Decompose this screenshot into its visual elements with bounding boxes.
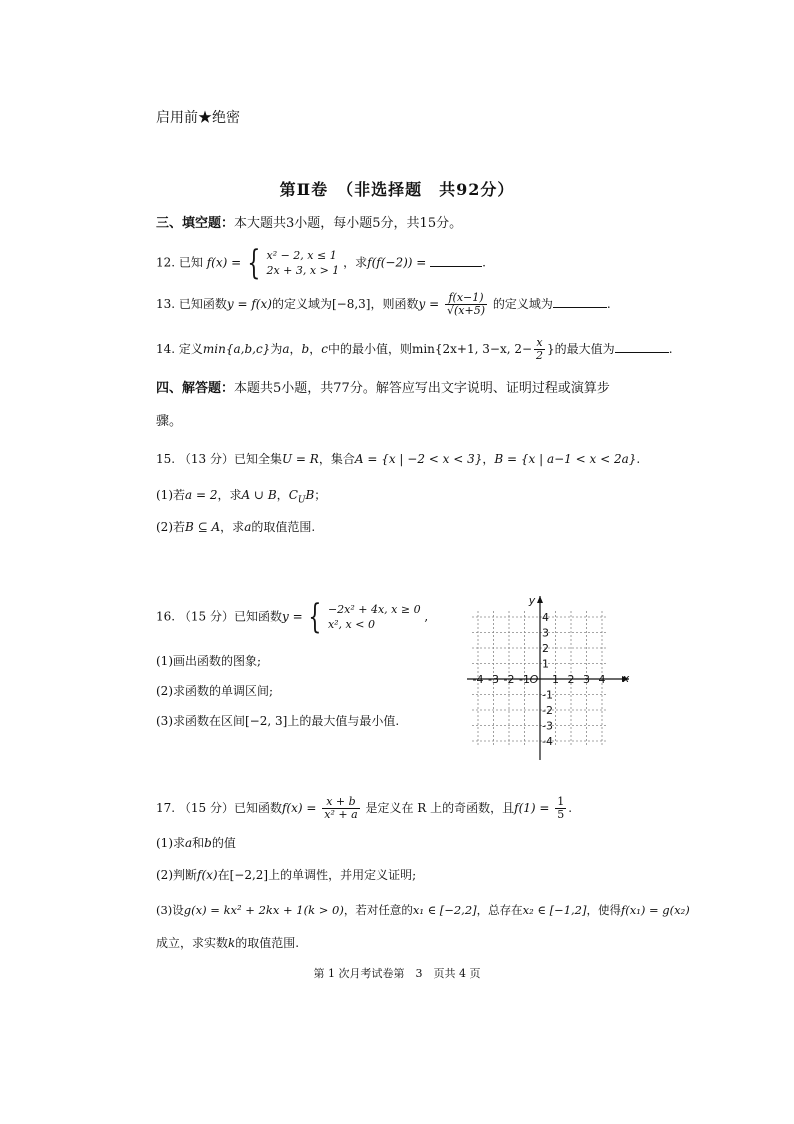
- q14-text4: 的最大值为: [554, 342, 615, 356]
- q15-text1: ，集合: [318, 452, 355, 466]
- q17-f1-numerator: 1: [557, 795, 565, 808]
- q12-prefix: 12. 已知: [156, 255, 203, 270]
- q13-y: y =: [418, 297, 440, 311]
- q12-text: ，求: [343, 255, 368, 270]
- section-description: 本大题共3小题，每小题5分，共15分。: [234, 216, 463, 231]
- y-tick-label: 2: [542, 642, 549, 655]
- q15-p1-sub: U: [297, 495, 306, 506]
- q15-p1-union: A ∪ B: [241, 488, 277, 502]
- q17-fraction: [322, 796, 359, 821]
- answer-blank-14[interactable]: [615, 341, 669, 353]
- q17-denominator: x² + a: [324, 808, 358, 821]
- q16-y: y =: [281, 609, 303, 624]
- q16-part1: (1)画出函数的图象;: [156, 654, 262, 668]
- q17-p2-fx: f(x): [197, 868, 218, 882]
- q17-p1-text2: 和: [192, 836, 205, 850]
- q15-part2: [156, 518, 315, 535]
- q16-end: ,: [424, 609, 429, 624]
- q17-p3-text2: ，若对任意的: [343, 903, 413, 917]
- q13-domain: [−8,3]: [331, 297, 371, 311]
- section-fill-in: [156, 212, 462, 231]
- q15-universal-set: U = R: [281, 452, 319, 466]
- q15-p1-b: B: [305, 488, 315, 502]
- q15-p1-text: ，求: [217, 488, 242, 502]
- q14-close: }: [547, 342, 555, 356]
- q17-p3-equation: f(x₁) = g(x₂): [620, 903, 690, 917]
- q14-expression: min{2x+1, 3−x, 2−: [411, 342, 533, 356]
- q13-end: .: [606, 297, 611, 311]
- y-tick-label: -4: [542, 735, 553, 748]
- q14-text2: ，: [309, 342, 322, 356]
- q17-fx: f(x) =: [281, 801, 317, 815]
- q15-set-a: A = {x | −2 < x < 3}: [354, 452, 483, 466]
- answer-blank-12[interactable]: [430, 255, 482, 267]
- q15-end: .: [636, 452, 641, 466]
- q16-p3-interval: [−2, 3]: [245, 714, 288, 728]
- y-tick-label: 4: [542, 611, 549, 624]
- q16-prefix: 16. （15 分）已知函数: [156, 609, 282, 624]
- q14-text3: 中的最小值，则: [327, 342, 412, 356]
- q14-min-def: min{a,b,c}: [202, 342, 271, 356]
- question-16: [156, 597, 429, 637]
- q17-p3-text6: 的取值范围.: [235, 936, 300, 950]
- q15-part1: [156, 486, 326, 505]
- page-footer: 第 1 次月考试卷第 3 页共 4 页: [313, 967, 481, 980]
- x-tick-label: 3: [583, 673, 590, 686]
- y-axis-label: y: [528, 594, 536, 607]
- q16-p3-text2: 上的最大值与最小值.: [287, 714, 400, 728]
- q15-p1-complement: C: [288, 488, 298, 502]
- q17-p3-text3: ，总存在: [476, 903, 523, 917]
- q17-p1-text1: (1)求: [156, 836, 185, 850]
- q17-f1-fraction: [555, 796, 566, 821]
- q16-part2: (2)求函数的单调区间;: [156, 684, 274, 698]
- q13-text3: 的定义域为: [492, 297, 553, 311]
- q16-case1: −2x² + 4x, x ≥ 0: [327, 603, 421, 616]
- q16-piecewise: [328, 602, 421, 632]
- q15-p1-sep: ，: [276, 488, 289, 502]
- q17-f1: f(1) =: [514, 801, 550, 815]
- section-heading: 三、填空题：: [156, 216, 235, 231]
- q13-function: y = f(x): [226, 297, 272, 311]
- y-tick-label: -3: [542, 719, 553, 733]
- x-axis-label: x: [622, 672, 630, 685]
- q14-b: b: [301, 342, 310, 356]
- question-12: [156, 243, 486, 283]
- q13-text1: 的定义域为: [271, 297, 332, 311]
- q15-p2-a: a: [244, 520, 252, 534]
- q15-p1-cond: a = 2: [185, 488, 218, 502]
- q12-case1: x² − 2, x ≤ 1: [266, 249, 337, 262]
- q17-p3-g: g(x) = kx² + 2kx + 1(k > 0): [183, 903, 344, 917]
- q14-prefix: 14. 定义: [156, 342, 203, 356]
- q17-p2-text3: 上的单调性，并用定义证明;: [268, 868, 417, 882]
- q14-end: .: [668, 342, 673, 356]
- q13-prefix: 13. 已知函数: [156, 297, 227, 311]
- q16-case2: x², x < 0: [327, 618, 375, 631]
- q17-end: .: [568, 801, 573, 815]
- q17-p3-text4: ，使得: [586, 903, 621, 917]
- q17-p3-x2: x₂ ∈ [−1,2]: [522, 903, 587, 917]
- q17-p3-x1: x₁ ∈ [−2,2]: [412, 903, 477, 917]
- x-tick-label: -4: [472, 673, 484, 686]
- x-tick-label: -3: [488, 673, 499, 686]
- q15-sep: ，: [482, 452, 495, 466]
- q12-piecewise: [266, 248, 339, 278]
- q17-part1: [156, 834, 236, 851]
- confidential-header: 启用前★绝密: [156, 110, 240, 126]
- x-tick-label: 2: [567, 673, 575, 686]
- q17-text1: 是定义在 R 上的奇函数，且: [365, 801, 515, 815]
- q12-case2: 2x + 3, x > 1: [266, 264, 340, 277]
- q15-p2-label: (2)若: [156, 520, 185, 534]
- q17-f1-denominator: 5: [557, 808, 565, 821]
- q13-numerator: f(x−1): [445, 292, 487, 305]
- q17-p1-b: b: [204, 836, 212, 850]
- y-tick-label: -2: [542, 704, 553, 717]
- q17-p3-k: k: [228, 936, 236, 950]
- q15-p2-text: ，求: [220, 520, 245, 534]
- q13-denominator: √(x+5): [446, 304, 485, 317]
- y-axis-arrow: [537, 596, 543, 603]
- q15-prefix: 15. （13 分）已知全集: [156, 452, 282, 466]
- part-title: 第Ⅱ卷 （非选择题 共92分）: [279, 180, 515, 199]
- section-description: 本题共5小题，共77分。解答应写出文字说明、证明过程或演算步: [234, 381, 610, 396]
- question-13: [156, 292, 611, 317]
- q17-part3-cont: [156, 934, 299, 951]
- q15-p2-end: 的取值范围.: [251, 520, 316, 534]
- q15-p2-cond: B ⊆ A: [185, 520, 221, 534]
- q17-p3-text1: (3)设: [156, 903, 184, 917]
- q17-part2: [156, 866, 416, 883]
- left-brace: {: [308, 597, 322, 637]
- q16-p3-text1: (3)求函数在区间: [156, 714, 245, 728]
- section-heading: 四、解答题：: [156, 381, 235, 396]
- coordinate-grid[interactable]: [465, 592, 635, 762]
- q16-part3: [156, 712, 399, 729]
- q13-text2: ，则函数: [370, 297, 419, 311]
- x-tick-label: -2: [503, 673, 515, 686]
- answer-blank-13[interactable]: [553, 296, 607, 308]
- left-brace: {: [247, 243, 261, 283]
- section-description-cont: 骤。: [156, 414, 183, 429]
- x-tick-label: 1: [552, 673, 559, 686]
- q12-end: .: [482, 255, 486, 270]
- question-14: [156, 337, 673, 362]
- q12-function: f(x) =: [206, 255, 242, 270]
- q14-text1: 为: [270, 342, 283, 356]
- q14-a: a: [282, 342, 290, 356]
- q14-sep: ，: [289, 342, 302, 356]
- q14-denominator: 2: [536, 349, 544, 362]
- question-17: [156, 796, 572, 821]
- q13-fraction: [445, 292, 487, 317]
- q12-ask: f(f(−2)) =: [367, 255, 427, 270]
- y-tick-label: 3: [542, 626, 549, 640]
- x-tick-label: 4: [598, 673, 606, 686]
- q14-numerator: x: [534, 337, 545, 350]
- y-tick-label: -1: [542, 688, 553, 702]
- section-answer: [156, 377, 610, 396]
- q17-p3-text5: 成立，求实数: [156, 936, 229, 950]
- origin-label: O: [529, 673, 539, 686]
- x-tick-label: -1: [519, 673, 530, 686]
- q17-p2-text1: (2)判断: [156, 868, 197, 882]
- q17-p2-interval: [−2,2]: [229, 868, 269, 882]
- q15-p1-end: ；: [314, 488, 327, 502]
- q15-set-b: B = {x | a−1 < x < 2a}: [494, 452, 637, 466]
- q17-prefix: 17. （15 分）已知函数: [156, 801, 282, 815]
- q15-p1-label: (1)若: [156, 488, 185, 502]
- q17-numerator: x + b: [322, 796, 359, 809]
- q14-fraction: [534, 337, 545, 362]
- q14-c: c: [321, 342, 328, 356]
- y-tick-label: 1: [542, 657, 549, 671]
- q17-p1-a: a: [185, 836, 193, 850]
- q17-part3: [156, 902, 690, 918]
- question-15: [156, 450, 640, 467]
- q17-p2-text2: 在: [217, 868, 230, 882]
- q17-p1-text3: 的值: [211, 836, 236, 850]
